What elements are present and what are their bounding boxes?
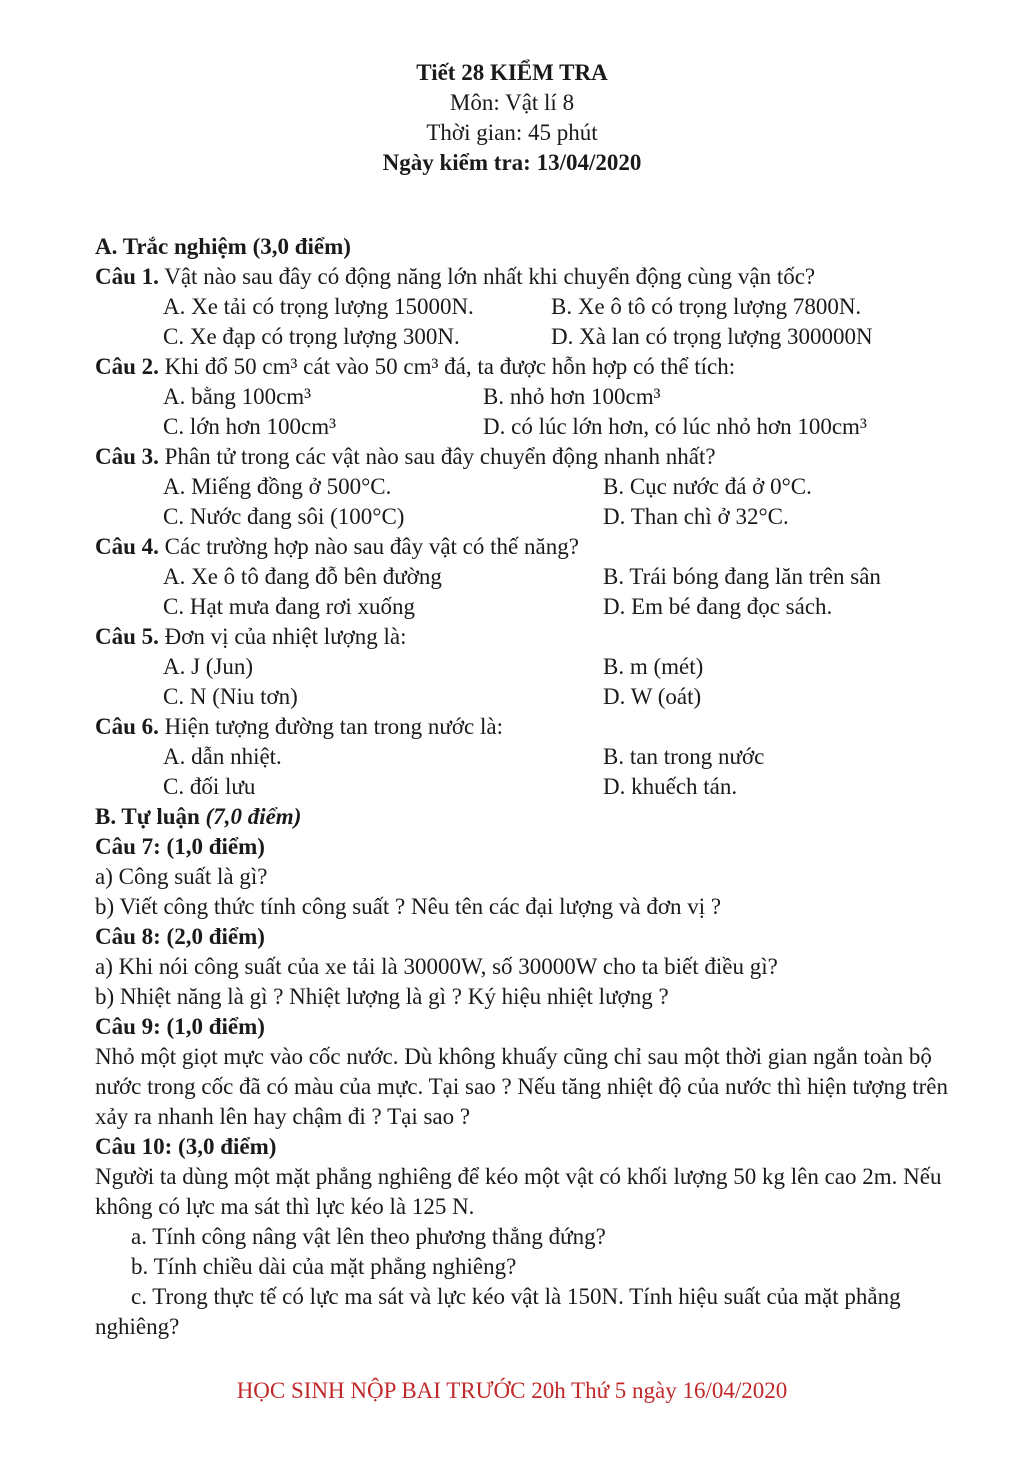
question-6 [95, 712, 955, 742]
question-label: Câu 4. [95, 534, 159, 559]
answer-row [95, 382, 955, 412]
question-7-label: Câu 7: (1,0 điểm) [95, 834, 265, 859]
answer-row [95, 742, 955, 772]
answer-d: D. khuếch tán. [603, 774, 738, 799]
exam-page [0, 58, 1024, 1483]
question-text: Phân tử trong các vật nào sau đây chuyển động nhanh nhất? [158, 444, 716, 469]
answer-d: D. W (oát) [603, 684, 702, 709]
answer-row [95, 292, 955, 322]
question-8-label: Câu 8: (2,0 điểm) [95, 924, 265, 949]
question-2 [95, 352, 955, 382]
question-1 [95, 262, 955, 292]
answer-a: A. Xe tải có trọng lượng 15000N. [163, 294, 474, 319]
question-text: Vật nào sau đây có động năng lớn nhất khi chuyển động cùng vận tốc? [158, 264, 816, 289]
answer-d: D. có lúc lớn hơn, có lúc nhỏ hơn 100cm³ [483, 414, 867, 439]
exam-subject: Môn: Vật lí 8 [449, 90, 575, 115]
question-label: Câu 6. [95, 714, 159, 739]
question-10-text: Người ta dùng một mặt phẳng nghiêng để kéo một vật có khối lượng 50 kg lên cao 2m. Nếu không có lực ma sát thì lực kéo là 125 N. [95, 1164, 942, 1219]
answer-c: C. Xe đạp có trọng lượng 300N. [163, 324, 460, 349]
question-10a: a. Tính công nâng vật lên theo phương thẳng đứng? [131, 1224, 606, 1249]
question-label: Câu 5. [95, 624, 159, 649]
question-9-label: Câu 9: (1,0 điểm) [95, 1014, 265, 1039]
question-label: Câu 2. [95, 354, 159, 379]
answer-c: C. đối lưu [163, 774, 256, 799]
question-8b: b) Nhiệt năng là gì ? Nhiệt lượng là gì ? Ký hiệu nhiệt lượng ? [95, 984, 669, 1009]
question-label: Câu 1. [95, 264, 159, 289]
section-b-points: (7,0 điểm) [205, 804, 302, 829]
question-10c: c. Trong thực tế có lực ma sát và lực kéo vật là 150N. Tính hiệu suất của mặt phẳng nghiêng? [95, 1284, 901, 1339]
submission-notice: HỌC SINH NỘP BAI TRƯỚC 20h Thứ 5 ngày 16/04/2020 [236, 1378, 788, 1403]
answer-b: B. Trái bóng đang lăn trên sân [603, 564, 881, 589]
answer-a: A. J (Jun) [163, 654, 254, 679]
answer-a: A. bằng 100cm³ [163, 384, 312, 409]
answer-a: A. Xe ô tô đang đỗ bên đường [163, 564, 442, 589]
answer-d: D. Than chì ở 32°C. [603, 504, 789, 529]
question-7a: a) Công suất là gì? [95, 864, 268, 889]
question-text: Hiện tượng đường tan trong nước là: [158, 714, 503, 739]
answer-b: B. Xe ô tô có trọng lượng 7800N. [551, 294, 862, 319]
question-5 [95, 622, 955, 652]
question-7b: b) Viết công thức tính công suất ? Nêu tên các đại lượng và đơn vị ? [95, 894, 722, 919]
question-text: Các trường hợp nào sau đây vật có thế năng? [158, 534, 579, 559]
answer-c: C. lớn hơn 100cm³ [163, 414, 337, 439]
answer-d: D. Em bé đang đọc sách. [603, 594, 833, 619]
exam-duration: Thời gian: 45 phút [426, 120, 598, 145]
answer-b: B. m (mét) [603, 654, 704, 679]
answer-c: C. Nước đang sôi (100°C) [163, 504, 405, 529]
answer-b: B. Cục nước đá ở 0°C. [603, 474, 812, 499]
answer-row [95, 772, 955, 802]
question-3 [95, 442, 955, 472]
section-b-heading: B. Tự luận [95, 804, 206, 829]
exam-title: Tiết 28 KIỂM TRA [416, 60, 608, 85]
answer-row [95, 322, 955, 352]
answer-row [95, 682, 955, 712]
question-10b: b. Tính chiều dài của mặt phẳng nghiêng? [131, 1254, 517, 1279]
answer-row [95, 502, 955, 532]
answer-row [95, 472, 955, 502]
question-10-label: Câu 10: (3,0 điểm) [95, 1134, 277, 1159]
answer-row [95, 592, 955, 622]
exam-date: Ngày kiểm tra: 13/04/2020 [382, 150, 642, 175]
question-4 [95, 532, 955, 562]
question-label: Câu 3. [95, 444, 159, 469]
answer-b: B. tan trong nước [603, 744, 765, 769]
answer-a: A. dẫn nhiệt. [163, 744, 282, 769]
section-a-title: A. Trắc nghiệm (3,0 điểm) [95, 234, 351, 259]
answer-b: B. nhỏ hơn 100cm³ [483, 384, 661, 409]
question-text: Đơn vị của nhiệt lượng là: [158, 624, 407, 649]
answer-c: C. N (Niu tơn) [163, 684, 298, 709]
section-b-title [95, 802, 955, 832]
answer-d: D. Xà lan có trọng lượng 300000N [551, 324, 873, 349]
answer-row [95, 412, 955, 442]
answer-row [95, 562, 955, 592]
question-9-text: Nhỏ một giọt mực vào cốc nước. Dù không khuấy cũng chỉ sau một thời gian ngắn toàn bộ nước trong cốc đã có màu của mực. Tại sao ? Nếu tăng nhiệt độ của nước thì hiện tượng trên xảy ra nhanh lên hay chậm đi ? Tại sao ? [95, 1044, 948, 1129]
exam-content [95, 232, 955, 1342]
answer-row [95, 652, 955, 682]
answer-a: A. Miếng đồng ở 500°C. [163, 474, 392, 499]
question-text: Khi đổ 50 cm³ cát vào 50 cm³ đá, ta được hỗn hợp có thể tích: [158, 354, 736, 379]
exam-header [0, 58, 1024, 178]
question-8a: a) Khi nói công suất của xe tải là 30000W, số 30000W cho ta biết điều gì? [95, 954, 778, 979]
answer-c: C. Hạt mưa đang rơi xuống [163, 594, 416, 619]
